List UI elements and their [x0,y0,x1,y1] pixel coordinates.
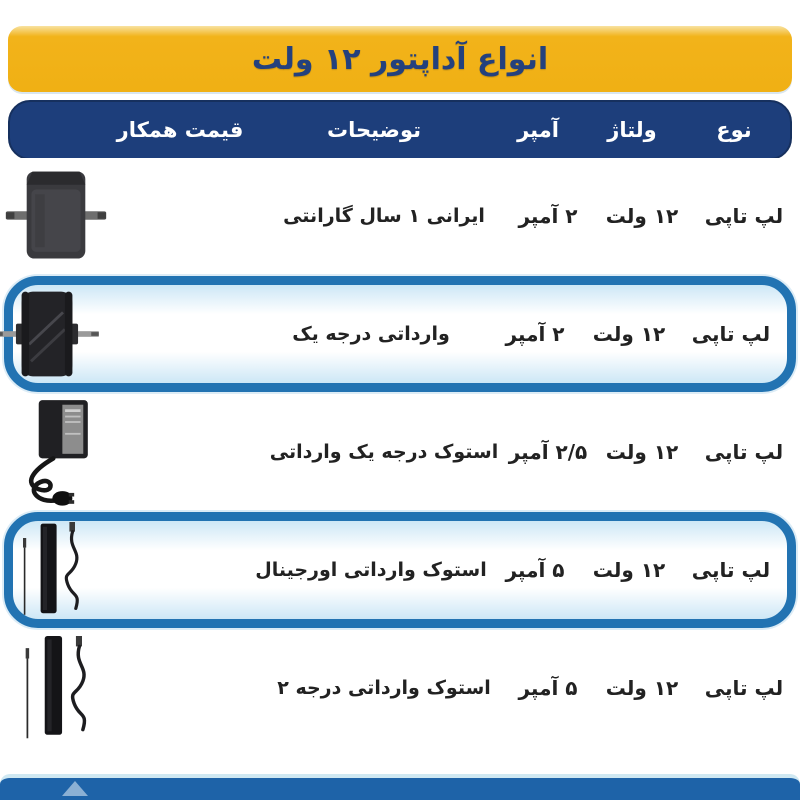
cell-voltage: ۱۲ ولت [605,440,679,464]
slim-brick-cable-image [0,630,112,746]
cell-type: لپ تاپی [691,558,771,582]
cell-amp: ۲/۵ آمپر [508,440,588,464]
cell-amp: ۲ آمپر [518,204,578,228]
table-row [0,630,800,746]
cell-voltage: ۱۲ ولت [605,676,679,700]
table-body [0,158,800,748]
cell-amp: ۵ آمپر [505,558,565,582]
table-row [0,158,800,274]
bottom-partial-row-border [0,774,800,800]
cylinder-adapter-image [0,285,99,383]
box-adapter-image [0,158,112,274]
page-title: انواع آداپتور ۱۲ ولت [251,41,549,77]
cell-description: ایرانی ۱ سال گارانتی [283,205,485,227]
column-header-voltage: ولتاژ [607,118,657,142]
slim-brick-cable-image [3,521,99,619]
cell-type: لپ تاپی [704,676,784,700]
column-header-amp: آمپر [517,118,559,142]
cell-description: وارداتی درجه یک [292,323,450,345]
wall-adapter-cable-image [0,394,112,510]
cell-type: لپ تاپی [691,322,771,346]
cell-type: لپ تاپی [704,440,784,464]
table-row-highlighted [4,512,796,628]
cell-description: استوک وارداتی درجه ۲ [277,677,491,699]
cell-amp: ۲ آمپر [505,322,565,346]
cell-amp: ۵ آمپر [518,676,578,700]
cell-voltage: ۱۲ ولت [592,322,666,346]
table-header [8,100,792,160]
cell-description: استوک وارداتی اورجینال [255,559,487,581]
column-header-type: نوع [716,118,752,142]
table-row-highlighted [4,276,796,392]
cell-voltage: ۱۲ ولت [605,204,679,228]
table-row [0,394,800,510]
cell-description: استوک درجه یک وارداتی [269,441,499,463]
next-product-peek [62,781,88,796]
cell-voltage: ۱۲ ولت [592,558,666,582]
cell-type: لپ تاپی [704,204,784,228]
column-header-price: قیمت همکار [116,118,244,142]
title-banner [8,26,792,92]
column-header-description: توضیحات [326,118,422,142]
